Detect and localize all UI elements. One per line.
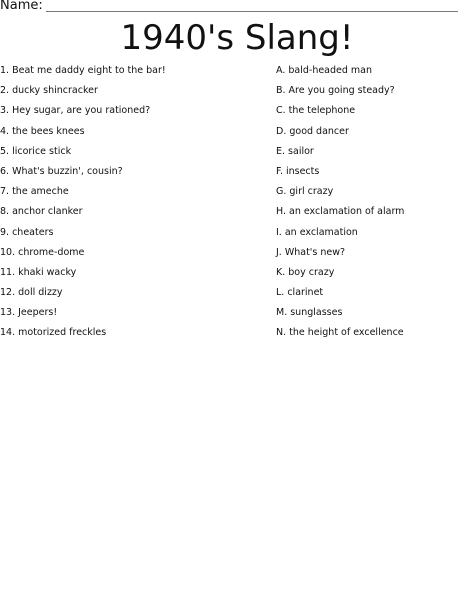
clue-item: 5. licorice stick [0,145,72,157]
answer-item: B. Are you going steady? [276,85,395,97]
clue-item: 12. doll dizzy [0,287,63,299]
name-blank-line[interactable] [46,11,458,12]
answer-item: E. sailor [276,145,314,157]
answer-item: K. boy crazy [276,266,335,278]
answer-item: L. clarinet [276,287,324,299]
answer-item: A. bald-headed man [276,65,373,76]
answer-item: M. sunglasses [276,307,343,319]
worksheet-title: 1940's Slang! [120,18,354,58]
clue-item: 9. cheaters [0,226,54,238]
answer-item: I. an exclamation [276,226,358,238]
answer-item: N. the height of excellence [276,327,404,339]
clue-item: 13. Jeepers! [0,307,58,319]
answer-item: J. What's new? [276,246,346,258]
answer-item: D. good dancer [276,125,349,137]
answer-item: F. insects [276,165,320,177]
clue-item: 7. the ameche [0,186,69,198]
clue-item: 10. chrome-dome [0,246,85,258]
clue-item: 14. motorized freckles [0,327,107,339]
clue-item: 11. khaki wacky [0,266,77,278]
clue-item: 6. What's buzzin', cousin? [0,165,123,177]
clue-list [0,64,260,347]
clue-item: 3. Hey sugar, are you rationed? [0,105,151,117]
name-label: Name: [0,0,43,13]
answer-list [276,64,466,347]
name-row [0,0,458,12]
answer-item: C. the telephone [276,105,356,117]
clue-item: 2. ducky shincracker [0,85,98,97]
answer-item: G. girl crazy [276,186,334,198]
clue-item: 8. anchor clanker [0,206,83,218]
clue-item: 4. the bees knees [0,125,85,137]
answer-item: H. an exclamation of alarm [276,206,405,218]
clue-item: 1. Beat me daddy eight to the bar! [0,65,166,76]
